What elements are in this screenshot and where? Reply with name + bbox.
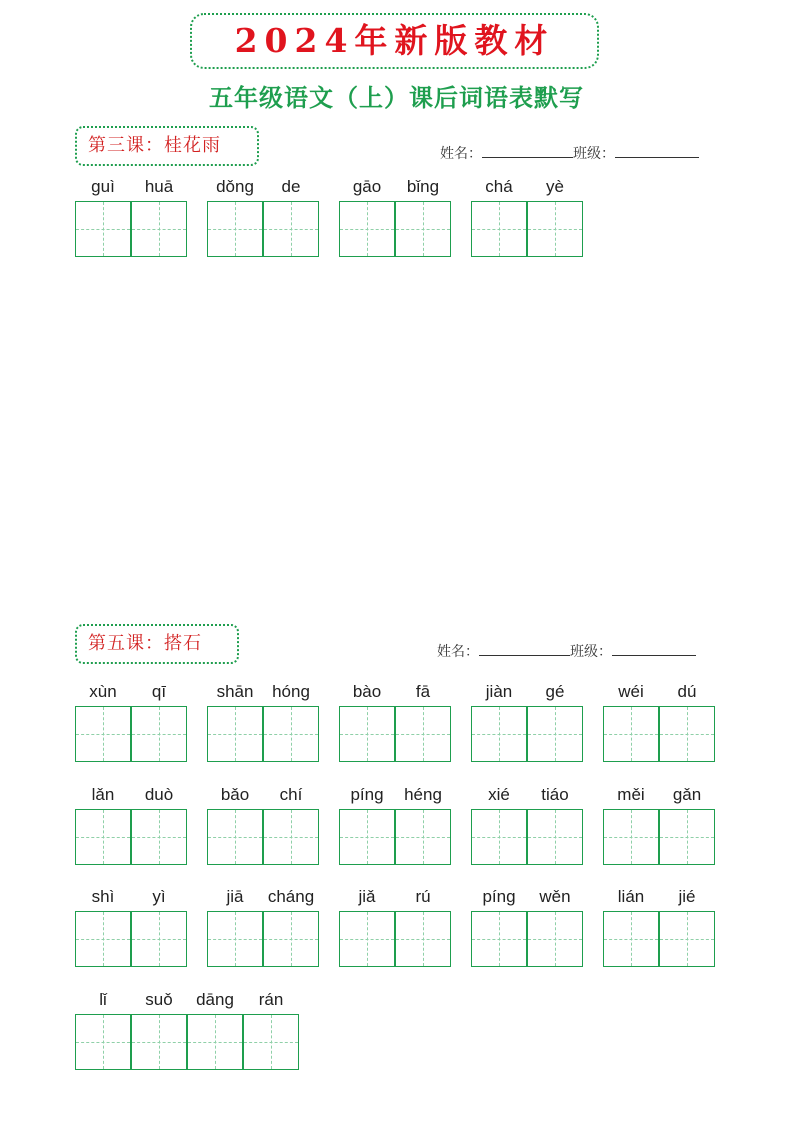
pinyin-label: yè	[546, 177, 564, 196]
writing-cell[interactable]	[187, 1014, 243, 1070]
pinyin-label: gǎn	[672, 784, 702, 804]
writing-cell[interactable]	[659, 809, 715, 865]
pinyin-label: de	[281, 177, 301, 196]
class-label: 班级：	[570, 644, 612, 660]
writing-cell[interactable]	[131, 706, 187, 762]
pinyin-label: hóng	[272, 682, 310, 701]
writing-cell[interactable]	[471, 809, 527, 865]
pinyin-label: xié	[488, 784, 510, 804]
lesson-heading: 第五课：搭石	[75, 624, 239, 664]
pinyin-label: gé	[545, 682, 565, 701]
writing-cell[interactable]	[659, 911, 715, 967]
writing-cell[interactable]	[75, 809, 131, 865]
pinyin-label: jiā	[226, 887, 244, 906]
writing-cell[interactable]	[603, 706, 659, 762]
writing-cell[interactable]	[75, 1014, 131, 1070]
student-info	[437, 641, 696, 661]
pinyin-label: bào	[352, 682, 382, 701]
pinyin-label: jié	[678, 887, 696, 906]
writing-cell[interactable]	[395, 809, 451, 865]
pinyin-label: xùn	[89, 682, 117, 701]
class-blank[interactable]	[615, 143, 699, 158]
pinyin-label: wěn	[539, 887, 571, 906]
pinyin-label: shān	[216, 682, 254, 701]
writing-cell[interactable]	[207, 201, 263, 257]
pinyin-label: duò	[144, 784, 174, 804]
pinyin-label: bǎo	[220, 784, 250, 804]
writing-cell[interactable]	[339, 201, 395, 257]
writing-cell[interactable]	[659, 706, 715, 762]
pinyin-label: píng	[350, 784, 384, 804]
writing-cell[interactable]	[243, 1014, 299, 1070]
writing-cell[interactable]	[471, 911, 527, 967]
pinyin-label: suǒ	[145, 989, 173, 1009]
page-title: 2024年新版教材	[234, 21, 555, 60]
writing-cell[interactable]	[263, 911, 319, 967]
writing-cell[interactable]	[603, 911, 659, 967]
writing-cell[interactable]	[207, 809, 263, 865]
pinyin-label: jiàn	[485, 682, 513, 701]
writing-cell[interactable]	[75, 706, 131, 762]
pinyin-label: měi	[617, 784, 645, 804]
pinyin-label: guì	[91, 177, 115, 196]
writing-cell[interactable]	[75, 201, 131, 257]
writing-cell[interactable]	[263, 706, 319, 762]
name-blank[interactable]	[482, 143, 573, 158]
pinyin-label: píng	[482, 887, 516, 906]
pinyin-label: yì	[152, 887, 166, 906]
pinyin-label: tiáo	[541, 784, 569, 804]
writing-cell[interactable]	[527, 911, 583, 967]
writing-cell[interactable]	[75, 911, 131, 967]
name-label: 姓名：	[437, 644, 479, 660]
writing-cell[interactable]	[207, 911, 263, 967]
writing-cell[interactable]	[131, 201, 187, 257]
pinyin-label: dú	[677, 682, 697, 701]
writing-cell[interactable]	[339, 706, 395, 762]
pinyin-label: dāng	[196, 989, 234, 1009]
writing-cell[interactable]	[527, 201, 583, 257]
writing-cell[interactable]	[603, 809, 659, 865]
writing-cell[interactable]	[131, 809, 187, 865]
writing-cell[interactable]	[395, 706, 451, 762]
pinyin-label: bǐng	[406, 177, 440, 196]
student-info	[440, 143, 699, 163]
writing-cell[interactable]	[207, 706, 263, 762]
pinyin-label: lǎn	[91, 784, 115, 804]
pinyin-label: shì	[91, 887, 115, 906]
pinyin-label: cháng	[267, 887, 315, 906]
pinyin-label: gāo	[352, 177, 382, 196]
pinyin-label: rú	[415, 887, 431, 906]
writing-cell[interactable]	[263, 201, 319, 257]
pinyin-label: huā	[144, 177, 174, 196]
writing-cell[interactable]	[471, 201, 527, 257]
class-label: 班级：	[573, 146, 615, 162]
name-blank[interactable]	[479, 641, 570, 656]
writing-cell[interactable]	[395, 911, 451, 967]
class-blank[interactable]	[612, 641, 696, 656]
writing-cell[interactable]	[527, 809, 583, 865]
pinyin-label: lián	[617, 887, 645, 906]
pinyin-label: rán	[258, 989, 284, 1009]
writing-cell[interactable]	[131, 1014, 187, 1070]
writing-cell[interactable]	[527, 706, 583, 762]
writing-cell[interactable]	[263, 809, 319, 865]
writing-cell[interactable]	[131, 911, 187, 967]
pinyin-label: qī	[151, 682, 167, 701]
pinyin-label: chí	[279, 784, 303, 804]
pinyin-label: dǒng	[216, 177, 254, 196]
lesson-heading: 第三课：桂花雨	[75, 126, 259, 166]
writing-cell[interactable]	[339, 809, 395, 865]
pinyin-label: fā	[415, 682, 431, 701]
writing-cell[interactable]	[471, 706, 527, 762]
writing-cell[interactable]	[395, 201, 451, 257]
pinyin-label: héng	[404, 784, 442, 804]
writing-cell[interactable]	[339, 911, 395, 967]
pinyin-label: lǐ	[99, 989, 107, 1009]
page-subtitle: 五年级语文（上）课后词语表默写	[209, 84, 584, 112]
pinyin-label: wéi	[618, 682, 644, 701]
pinyin-label: chá	[485, 177, 513, 196]
pinyin-label: jiǎ	[358, 887, 376, 906]
name-label: 姓名：	[440, 146, 482, 162]
